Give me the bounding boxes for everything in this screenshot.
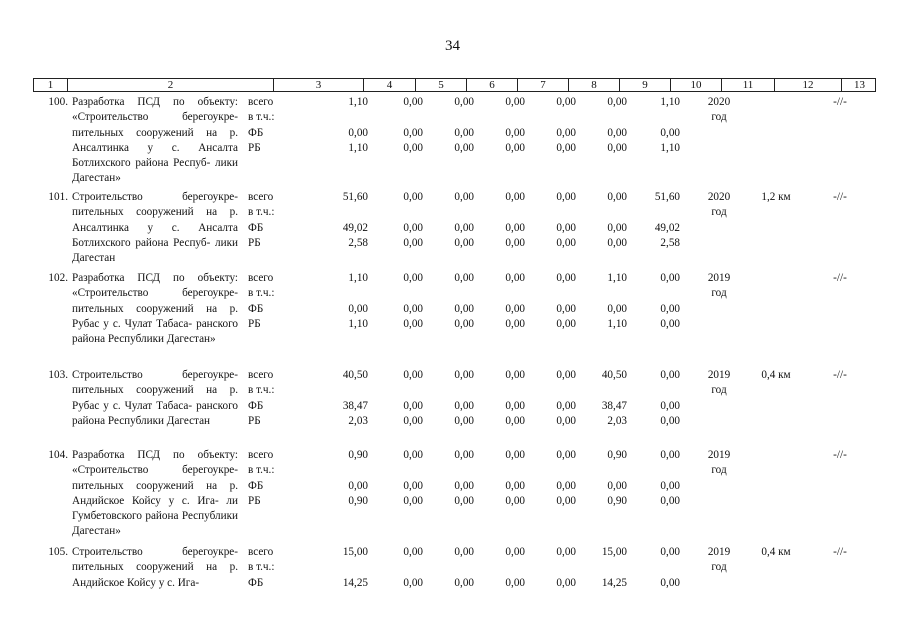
row-year: 2020 год xyxy=(707,96,731,124)
header-col-11: 11 xyxy=(722,79,775,91)
row-year: 2019 год xyxy=(707,369,731,397)
row-year: 2019 год xyxy=(707,449,731,477)
row-length: 0,4 км xyxy=(761,546,791,558)
row-value-c9: 0,00 0,00 0,00 xyxy=(607,96,627,154)
row-value-c4: 0,90 0,00 0,90 xyxy=(348,449,368,507)
header-col-9: 9 xyxy=(620,79,671,91)
row-value-c5: 0,00 0,00 0,00 xyxy=(403,272,423,330)
row-value-c6: 0,00 0,00 0,00 xyxy=(454,96,474,154)
row-number: 102. xyxy=(48,272,68,284)
row-value-c7: 0,00 0,00 xyxy=(505,546,525,589)
row-value-c8: 0,00 0,00 0,00 xyxy=(556,191,576,249)
row-value-c4: 15,00 14,25 xyxy=(342,546,368,589)
row-value-c6: 0,00 0,00 0,00 xyxy=(454,191,474,249)
row-value-c8: 0,00 0,00 0,00 xyxy=(556,449,576,507)
row-value-c10: 51,60 49,02 2,58 xyxy=(654,191,680,249)
header-col-13: 13 xyxy=(854,79,865,91)
header-col-1: 1 xyxy=(34,79,68,91)
table-header xyxy=(33,78,876,92)
row-mark: -//- xyxy=(833,546,847,558)
row-value-c5: 0,00 0,00 0,00 xyxy=(403,449,423,507)
row-year: 2019 год xyxy=(707,546,731,574)
row-funding-type: всего в т.ч.: ФБ xyxy=(248,546,275,589)
row-value-c7: 0,00 0,00 0,00 xyxy=(505,96,525,154)
row-funding-type: всего в т.ч.: ФБ РБ xyxy=(248,449,275,507)
row-description: Разработка ПСД по объекту: «Строительство берегоукре- пительных сооружений на р. Рубас у с. Чулат Табаса- ранского района Республики Дагестан» xyxy=(72,272,238,346)
row-value-c9: 15,00 14,25 xyxy=(601,546,627,589)
row-value-c9: 40,50 38,47 2,03 xyxy=(601,369,627,427)
row-description: Строительство берегоукре- пительных сооружений на р. Рубас у с. Чулат Табаса- ранского района Республики Дагестан xyxy=(72,369,238,427)
row-value-c4: 1,10 0,00 1,10 xyxy=(348,272,368,330)
header-col-3: 3 xyxy=(274,79,364,91)
row-funding-type: всего в т.ч.: ФБ РБ xyxy=(248,191,275,249)
row-value-c5: 0,00 0,00 0,00 xyxy=(403,369,423,427)
row-value-c7: 0,00 0,00 0,00 xyxy=(505,272,525,330)
row-number: 100. xyxy=(48,96,68,108)
row-funding-type: всего в т.ч.: ФБ РБ xyxy=(248,272,275,330)
row-value-c4: 40,50 38,47 2,03 xyxy=(342,369,368,427)
row-number: 105. xyxy=(48,546,68,558)
row-value-c10: 1,10 0,00 1,10 xyxy=(660,96,680,154)
row-number: 101. xyxy=(48,191,68,203)
row-value-c8: 0,00 0,00 0,00 xyxy=(556,272,576,330)
row-value-c10: 0,00 0,00 xyxy=(660,546,680,589)
header-col-6: 6 xyxy=(467,79,518,91)
row-value-c7: 0,00 0,00 0,00 xyxy=(505,369,525,427)
row-description: Разработка ПСД по объекту: «Строительство берегоукре- пительных сооружений на р. Андийское Койсу у с. Ига- ли Гумбетовского района Республики Дагестан» xyxy=(72,449,238,538)
row-mark: -//- xyxy=(833,272,847,284)
row-number: 103. xyxy=(48,369,68,381)
header-col-10: 10 xyxy=(671,79,722,91)
row-value-c10: 0,00 0,00 0,00 xyxy=(660,449,680,507)
row-value-c6: 0,00 0,00 0,00 xyxy=(454,369,474,427)
row-mark: -//- xyxy=(833,369,847,381)
row-mark: -//- xyxy=(833,96,847,108)
row-year: 2019 год xyxy=(707,272,731,300)
header-col-12: 12 xyxy=(775,79,842,91)
row-description: Разработка ПСД по объекту: «Строительство берегоукре- пительных сооружений на р. Ансалтинка у с. Ансалта Ботлихского района Респуб- лики Дагестан» xyxy=(72,96,238,185)
header-col-7: 7 xyxy=(518,79,569,91)
row-funding-type: всего в т.ч.: ФБ РБ xyxy=(248,96,275,154)
row-funding-type: всего в т.ч.: ФБ РБ xyxy=(248,369,275,427)
row-value-c8: 0,00 0,00 xyxy=(556,546,576,589)
header-col-8: 8 xyxy=(569,79,620,91)
row-length: 1,2 км xyxy=(761,191,791,203)
row-mark: -//- xyxy=(833,191,847,203)
row-value-c9: 0,00 0,00 0,00 xyxy=(607,191,627,249)
row-value-c6: 0,00 0,00 0,00 xyxy=(454,449,474,507)
row-value-c10: 0,00 0,00 0,00 xyxy=(660,272,680,330)
page-number: 34 xyxy=(445,38,460,54)
row-description: Строительство берегоукре- пительных сооружений на р. Ансалтинка у с. Ансалта Ботлихского района Респуб- лики Дагестан xyxy=(72,191,238,265)
row-value-c6: 0,00 0,00 xyxy=(454,546,474,589)
row-value-c7: 0,00 0,00 0,00 xyxy=(505,449,525,507)
row-value-c4: 1,10 0,00 1,10 xyxy=(348,96,368,154)
row-year: 2020 год xyxy=(707,191,731,219)
row-value-c9: 1,10 0,00 1,10 xyxy=(607,272,627,330)
row-description: Строительство берегоукре- пительных сооружений на р. Андийское Койсу у с. Ига- xyxy=(72,546,238,589)
header-col-2: 2 xyxy=(68,79,274,91)
row-value-c8: 0,00 0,00 0,00 xyxy=(556,369,576,427)
row-mark: -//- xyxy=(833,449,847,461)
row-value-c10: 0,00 0,00 0,00 xyxy=(660,369,680,427)
header-col-4: 4 xyxy=(364,79,416,91)
row-value-c9: 0,90 0,00 0,90 xyxy=(607,449,627,507)
row-value-c6: 0,00 0,00 0,00 xyxy=(454,272,474,330)
row-number: 104. xyxy=(48,449,68,461)
row-value-c8: 0,00 0,00 0,00 xyxy=(556,96,576,154)
header-col-5: 5 xyxy=(416,79,467,91)
row-value-c5: 0,00 0,00 xyxy=(403,546,423,589)
row-value-c5: 0,00 0,00 0,00 xyxy=(403,191,423,249)
row-value-c7: 0,00 0,00 0,00 xyxy=(505,191,525,249)
row-value-c4: 51,60 49,02 2,58 xyxy=(342,191,368,249)
row-length: 0,4 км xyxy=(761,369,791,381)
row-value-c5: 0,00 0,00 0,00 xyxy=(403,96,423,154)
